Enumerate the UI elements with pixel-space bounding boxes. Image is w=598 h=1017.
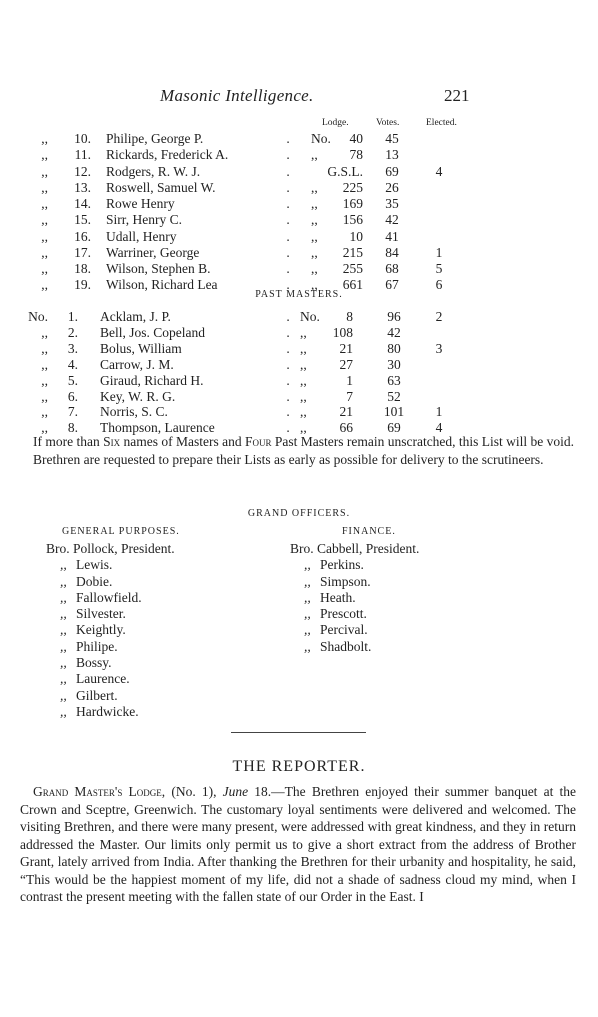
past-masters-num: 7. [67,404,78,420]
finance-president: Bro. Cabbell, President. [290,541,420,556]
notice-text-a: If more than [33,434,104,449]
past-masters-pre: ,, [41,404,48,420]
leader-dot: . [286,372,290,388]
masters-pre: ,, [41,179,48,195]
past-masters-num: 3. [67,340,78,356]
past-masters-name: Giraud, Richard H. [100,372,204,388]
past-masters-row [0,389,598,405]
general-purposes-member [46,704,175,720]
ditto-mark: ,, [60,622,67,638]
masters-num: 14. [74,196,91,211]
past-masters-pre: ,, [41,388,48,404]
finance-member-name: Percival. [320,622,368,638]
past-masters-lodge-prefix: ,, [300,372,307,388]
general-purposes-heading: GENERAL PURPOSES. [62,526,180,537]
leader-dot: . [286,309,290,324]
grand-officers-heading: GRAND OFFICERS. [247,508,351,519]
general-purposes-member-name: Keightly. [76,622,126,638]
general-purposes-member-name: Silvester. [76,606,126,622]
past-masters-lodge: 21 [339,404,353,420]
past-masters-votes: 63 [387,372,401,388]
masters-lodge: 156 [342,212,363,228]
general-purposes-member [46,590,175,606]
finance-heading: FINANCE. [342,526,396,537]
finance-member [290,574,419,590]
masters-lodge: 10 [349,228,363,244]
general-purposes-president: Bro. Pollock, President. [46,541,175,556]
finance-member [290,606,419,622]
notice [20,433,576,468]
masters-pre: ,, [41,244,48,260]
ditto-mark: ,, [304,557,311,573]
past-masters-pre: ,, [41,340,48,356]
past-masters-votes: 69 [387,420,401,436]
finance-member-name: Heath. [320,589,356,605]
past-masters-row [0,325,598,341]
leader-dot: . [286,196,290,211]
masters-row [0,164,598,180]
masters-pre: ,, [41,163,48,179]
masters-votes: 42 [385,212,399,228]
masters-num: 12. [74,163,91,179]
general-purposes-committee [46,541,175,720]
ditto-mark: ,, [60,557,67,573]
general-purposes-member [46,574,175,590]
masters-lodge: 225 [342,179,363,195]
ditto-mark: ,, [60,687,67,703]
past-masters-pre: ,, [41,324,48,340]
general-purposes-member-name: Philipe. [76,638,118,654]
ditto-mark: ,, [60,671,67,687]
leader-dot: . [286,420,290,436]
masters-elect: 6 [435,277,443,293]
past-masters-name: Bell, Jos. Copeland [100,324,205,340]
general-purposes-member-name: Gilbert. [76,687,118,703]
finance-member-name: Prescott. [320,606,367,622]
past-masters-name: Key, W. R. G. [100,388,176,404]
past-masters-votes: 30 [387,356,401,372]
ditto-mark: ,, [304,606,311,622]
finance-member [290,622,419,638]
masters-lodge-prefix: No. [311,131,331,146]
masters-num: 13. [74,179,91,195]
past-masters-num: 4. [67,356,78,372]
past-masters-pre: ,, [41,420,48,436]
general-purposes-member [46,671,175,687]
notice-six: Six [103,434,121,449]
leader-dot: . [286,277,290,293]
past-masters-lodge-prefix: ,, [300,388,307,404]
ditto-mark: ,, [60,573,67,589]
past-masters-name: Bolus, William [100,340,182,356]
past-masters-elect: 4 [435,420,443,436]
leader-dot: . [286,356,290,372]
masters-pre: ,, [41,147,48,163]
past-masters-num: 6. [67,388,78,404]
masters-num: 15. [74,212,91,228]
leader-dot: . [286,404,290,420]
masters-name: Rickards, Frederick A. [106,147,229,163]
masters-pre: ,, [41,196,48,211]
ditto-mark: ,, [60,655,67,671]
past-masters-name: Norris, S. C. [100,404,168,420]
past-masters-lodge: 1 [346,372,353,388]
finance-member-name: Shadbolt. [320,638,372,654]
masters-name: Rowe Henry [106,196,175,211]
past-masters-votes: 42 [387,324,401,340]
past-masters-elect: 1 [435,404,443,420]
ditto-mark: ,, [60,638,67,654]
finance-member [290,557,419,573]
leader-dot: . [286,324,290,340]
leader-dot: . [286,147,290,163]
past-masters-row [0,309,598,325]
masters-name: Wilson, Stephen B. [106,261,211,276]
past-masters-votes: 101 [383,404,405,420]
past-masters-votes: 96 [387,309,401,324]
masters-num: 16. [74,228,91,244]
past-masters-lodge-prefix: ,, [300,324,307,340]
leader-dot: . [286,163,290,179]
leader-dot: . [286,388,290,404]
past-masters-heading: PAST MASTERS. [255,289,343,300]
masters-votes: 68 [385,261,399,276]
masters-elect: 1 [435,244,443,260]
past-masters-lodge-prefix: ,, [300,340,307,356]
notice-four: Four [244,434,272,449]
masters-name: Rodgers, R. W. J. [106,163,201,179]
reporter-date: June [222,784,249,799]
ditto-mark: ,, [304,573,311,589]
masters-votes: 35 [385,196,399,211]
masters-pre: ,, [41,261,48,276]
past-masters-num: 1. [67,309,78,324]
past-masters-elect: 3 [435,340,443,356]
past-masters-row [0,404,598,420]
finance-member-name: Perkins. [320,557,364,573]
leader-dot: . [286,244,290,260]
masters-votes: 26 [385,179,399,195]
masters-row [0,131,598,147]
past-masters-lodge: 7 [346,388,353,404]
finance-member [290,590,419,606]
masters-row [0,180,598,196]
masters-lodge-prefix: ,, [311,179,318,195]
masters-lodge: 661 [342,277,363,293]
masters-lodge: 255 [342,261,363,276]
notice-text-c: Past Masters remain unscratched, this List will be void. [271,434,575,449]
masters-pre: ,, [41,228,48,244]
column-header-elected: Elected. [426,118,457,128]
past-masters-row [0,341,598,357]
masters-name: Wilson, Richard Lea [106,277,218,293]
masters-row [0,261,598,277]
masters-lodge-prefix: ,, [311,196,318,211]
masters-lodge-prefix: ,, [311,277,318,293]
masters-num: 18. [74,261,91,276]
masters-pre: ,, [41,277,48,293]
leader-dot: . [286,212,290,228]
masters-name: Roswell, Samuel W. [106,179,216,195]
past-masters-lodge-prefix: ,, [300,404,307,420]
past-masters-lodge-prefix: ,, [300,356,307,372]
reporter-paragraph [20,783,576,906]
past-masters-num: 8. [67,420,78,436]
general-purposes-member [46,622,175,638]
leader-dot: . [286,131,290,146]
finance-committee [290,541,419,655]
section-divider [231,732,366,733]
finance-member [290,639,419,655]
leader-dot: . [286,261,290,276]
ditto-mark: ,, [304,622,311,638]
general-purposes-member-name: Bossy. [76,655,112,671]
past-masters-lodge: 21 [339,340,353,356]
general-purposes-member [46,639,175,655]
past-masters-pre: ,, [41,356,48,372]
finance-member-name: Simpson. [320,573,371,589]
general-purposes-member-name: Laurence. [76,671,130,687]
past-masters-lodge: 8 [346,309,353,324]
past-masters-num: 5. [67,372,78,388]
past-masters-row [0,357,598,373]
masters-lodge: 40 [349,131,363,146]
leader-dot: . [286,340,290,356]
past-masters-name: Thompson, Laurence [100,420,215,436]
masters-pre: ,, [41,131,48,146]
column-header-votes: Votes. [376,118,400,128]
past-masters-elect: 2 [435,309,443,324]
past-masters-num: 2. [67,324,78,340]
reporter-body: 18.—The Brethren enjoyed their summer banquet at the Crown and Sceptre, Greenwich. The customary loyal sentiments were delivered and welcomed. The visiting Brethren, and there were many present, were addressed with great kindness, and they in return addressed the Master. Our limits only permit us to give a short extract from the address of Brother Grant, lately arrived from India. After thanking the Brethren for their urbanity and hospitality, he said, “This would be the happiest moment of my life, did not a shade of sadness cloud my mind, when I contrast the present meeting with the fallen state of our Order in the East. I [20,784,577,904]
masters-votes: 67 [385,277,399,293]
running-title: Masonic Intelligence. [160,86,314,105]
past-masters-lodge: 27 [339,356,353,372]
finance-members [290,557,419,655]
notice-text-b: names of Masters and [120,434,245,449]
masters-elect: 5 [435,261,443,276]
masters-votes: 69 [385,163,399,179]
masters-num: 19. [74,277,91,293]
masters-num: 17. [74,244,91,260]
ditto-mark: ,, [60,606,67,622]
masters-lodge-prefix: ,, [311,244,318,260]
masters-row [0,245,598,261]
masters-row [0,212,598,228]
general-purposes-member-name: Hardwicke. [76,703,139,719]
masters-name: Sirr, Henry C. [106,212,182,228]
masters-lodge: G.S.L. [327,163,363,179]
past-masters-name: Acklam, J. P. [100,309,171,324]
masters-lodge: 78 [349,147,363,163]
reporter-lodge-number: (No. 1), [165,784,223,799]
past-masters-lodge: 66 [339,420,353,436]
masters-votes: 13 [385,147,399,163]
masters-row [0,229,598,245]
past-masters-lodge: 108 [332,324,353,340]
leader-dot: . [286,179,290,195]
general-purposes-members [46,557,175,720]
ditto-mark: ,, [304,638,311,654]
past-masters-lodge-prefix: ,, [300,420,307,436]
general-purposes-member [46,557,175,573]
masters-num: 10. [74,131,91,146]
masters-lodge-prefix: ,, [311,228,318,244]
past-masters-votes: 80 [387,340,401,356]
masters-votes: 45 [385,131,399,146]
page-number: 221 [444,86,470,105]
past-masters-name: Carrow, J. M. [100,356,174,372]
ditto-mark: ,, [304,589,311,605]
masters-lodge-prefix: ,, [311,212,318,228]
masters-num: 11. [74,147,91,163]
reporter-title: THE REPORTER. [232,758,366,775]
general-purposes-member-name: Fallowfield. [76,589,142,605]
ditto-mark: ,, [60,703,67,719]
masters-name: Udall, Henry [106,228,177,244]
past-masters-pre: No. [28,309,48,324]
past-masters-votes: 52 [387,388,401,404]
ditto-mark: ,, [60,589,67,605]
masters-votes: 84 [385,244,399,260]
notice-line-2: Brethren are requested to prepare their Lists as early as possible for delivery to the scrutineers. [33,451,544,467]
general-purposes-member [46,655,175,671]
column-header-lodge: Lodge. [322,118,349,128]
masters-pre: ,, [41,212,48,228]
reporter-lodge-name: Grand Master's Lodge, [33,784,166,799]
general-purposes-member [46,606,175,622]
general-purposes-member-name: Lewis. [76,557,113,573]
masters-elect: 4 [435,163,443,179]
general-purposes-member-name: Dobie. [76,573,113,589]
masters-name: Philipe, George P. [106,131,204,146]
masters-row [0,196,598,212]
leader-dot: . [286,228,290,244]
masters-lodge: 215 [342,244,363,260]
past-masters-row [0,373,598,389]
masters-row [0,147,598,163]
masters-lodge: 169 [342,196,363,211]
past-masters-lodge-prefix: No. [300,309,320,324]
general-purposes-member [46,688,175,704]
masters-votes: 41 [385,228,399,244]
masters-name: Warriner, George [106,244,200,260]
past-masters-pre: ,, [41,372,48,388]
masters-lodge-prefix: ,, [311,147,318,163]
masters-lodge-prefix: ,, [311,261,318,276]
